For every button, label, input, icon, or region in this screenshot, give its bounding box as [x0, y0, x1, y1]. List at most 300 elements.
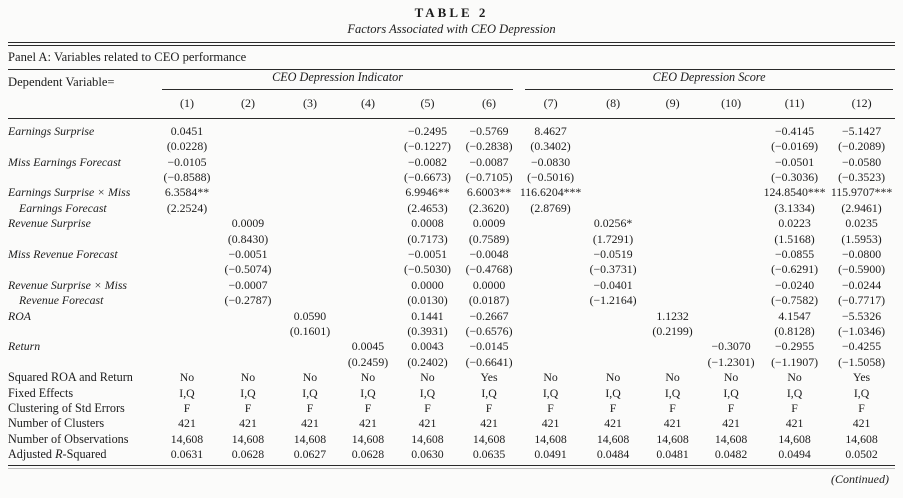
- tstat-cell: [216, 355, 280, 370]
- summary-value: 421: [239, 416, 257, 431]
- tstat-cell: (0.2199): [652, 323, 693, 338]
- tstat-cell: (1.5168): [774, 231, 815, 246]
- coefficient-cell: [519, 339, 582, 354]
- tstat-cell: [340, 201, 396, 216]
- variable-label-line2: Revenue Forecast: [19, 293, 104, 308]
- variable-label: Earnings Surprise × Miss: [8, 185, 131, 200]
- summary-value: F: [547, 401, 554, 415]
- tstat-row: [8, 170, 895, 185]
- coefficient-cell: −0.0519: [593, 246, 633, 261]
- coefficient-cell: −0.0830: [531, 154, 571, 169]
- summary-value: F: [485, 401, 493, 415]
- summary-value: 0.0482: [714, 447, 748, 462]
- summary-value: F: [791, 401, 798, 415]
- summary-value: F: [424, 401, 431, 415]
- summary-value: 0.0494: [778, 447, 811, 462]
- table-title-block: [8, 5, 895, 38]
- tstat-cell: (0.2402): [407, 354, 448, 369]
- column-number: (12): [828, 91, 895, 118]
- tstat-cell: [582, 324, 644, 339]
- coefficient-cell: 0.0235: [845, 216, 878, 231]
- summary-value: 421: [480, 416, 498, 431]
- tstat-cell: (−0.0169): [771, 139, 819, 154]
- summary-row: [8, 401, 895, 416]
- variable-row: [8, 185, 895, 200]
- coefficient-cell: −5.5326: [842, 308, 882, 323]
- variable-row: [8, 278, 895, 293]
- summary-value: I,Q: [853, 385, 870, 400]
- coefficient-cell: [340, 216, 396, 231]
- variable-row: [8, 118, 895, 139]
- tstat-cell: [280, 262, 340, 277]
- variable-label: Earnings Surprise: [8, 123, 95, 138]
- summary-value: Yes: [852, 370, 871, 385]
- coefficient-cell: 0.0000: [472, 277, 506, 292]
- tstat-cell: (2.2524): [166, 200, 208, 215]
- tstat-cell: (0.2459): [347, 354, 389, 369]
- summary-value: 421: [301, 416, 319, 431]
- summary-value: F: [858, 401, 865, 415]
- table-subtitle: Factors Associated with CEO Depression: [347, 22, 556, 37]
- tstat-cell: (−0.6641): [465, 354, 513, 369]
- summary-value: 421: [541, 416, 560, 431]
- tstat-cell: (0.0187): [468, 293, 510, 308]
- summary-value: 14,608: [231, 431, 265, 446]
- coefficient-cell: [701, 309, 761, 324]
- tstat-cell: [280, 170, 340, 185]
- coefficient-cell: −0.0087: [469, 154, 509, 169]
- tstat-cell: (1.7291): [592, 231, 634, 246]
- summary-value: 14,608: [656, 431, 689, 446]
- dependent-variable-label: Dependent Variable=: [8, 74, 115, 89]
- column-number: (4): [340, 91, 396, 118]
- tstat-cell: (−0.5900): [838, 262, 886, 277]
- tstat-cell: (−0.8588): [163, 169, 211, 184]
- variable-row: [8, 247, 895, 262]
- coefficient-cell: 0.0451: [170, 123, 204, 138]
- tstat-cell: [644, 293, 701, 308]
- tstat-cell: (−0.6291): [771, 262, 819, 277]
- summary-value: 421: [178, 416, 196, 431]
- tstat-cell: [158, 293, 216, 308]
- summary-value: F: [669, 401, 676, 415]
- summary-value: 14,608: [170, 431, 204, 446]
- summary-value: 0.0502: [845, 447, 878, 462]
- tstat-cell: [582, 355, 644, 370]
- summary-row: [8, 386, 895, 401]
- variable-label: ROA: [8, 308, 31, 323]
- tstat-cell: (0.8128): [774, 323, 815, 338]
- coefficient-cell: −0.5769: [469, 123, 509, 138]
- summary-value: I,Q: [302, 385, 318, 400]
- summary-value: 421: [663, 416, 682, 431]
- tstat-cell: (2.3620): [468, 200, 510, 215]
- column-number: (7): [519, 91, 582, 118]
- coefficient-cell: −0.0800: [842, 246, 882, 261]
- summary-value: No: [723, 370, 739, 385]
- tstat-cell: (−1.5058): [838, 354, 886, 369]
- summary-value: No: [179, 370, 195, 385]
- coefficient-cell: −0.0401: [593, 277, 633, 292]
- summary-value: I,Q: [542, 385, 559, 400]
- summary-value: No: [360, 370, 376, 385]
- coefficient-cell: [280, 247, 340, 262]
- summary-label: Squared ROA and Return: [8, 370, 133, 385]
- tstat-cell: (0.0228): [166, 139, 208, 154]
- summary-label: Fixed Effects: [8, 385, 74, 400]
- tstat-cell: [280, 201, 340, 216]
- coefficient-cell: [644, 118, 701, 139]
- summary-value: I,Q: [179, 385, 195, 400]
- coefficient-cell: 115.9707***: [830, 185, 893, 200]
- coefficient-cell: [340, 278, 396, 293]
- coefficient-cell: 124.8540***: [763, 185, 826, 200]
- coefficient-cell: [582, 118, 644, 139]
- coefficient-cell: [158, 247, 216, 262]
- coefficient-cell: [280, 216, 340, 231]
- coefficient-cell: [644, 278, 701, 293]
- coefficient-cell: [582, 155, 644, 170]
- tstat-cell: [701, 293, 761, 308]
- tstat-cell: (−0.3731): [589, 262, 637, 277]
- tstat-cell: [216, 324, 280, 339]
- summary-value: I,Q: [723, 385, 739, 400]
- tstat-row: [8, 201, 895, 216]
- tstat-cell: (3.1334): [774, 200, 815, 215]
- coefficient-cell: [280, 155, 340, 170]
- tstat-cell: [340, 262, 396, 277]
- tstat-cell: (−1.2164): [589, 293, 637, 308]
- tstat-cell: [644, 262, 701, 277]
- tstat-cell: (−0.5030): [404, 262, 451, 277]
- summary-value: No: [543, 370, 558, 385]
- tstat-row: [8, 262, 895, 277]
- column-number: (8): [582, 91, 644, 118]
- coefficient-cell: [280, 278, 340, 293]
- variable-row: [8, 339, 895, 354]
- coefficient-cell: −0.0855: [775, 246, 815, 261]
- summary-value: Yes: [480, 370, 498, 385]
- coefficient-cell: [519, 309, 582, 324]
- summary-value: 0.0630: [411, 447, 444, 462]
- coefficient-cell: [582, 339, 644, 354]
- coefficient-cell: −0.2955: [775, 339, 815, 354]
- variable-row: [8, 216, 895, 231]
- coefficient-cell: [519, 216, 582, 231]
- summary-value: No: [302, 370, 318, 385]
- coefficient-cell: −0.4255: [842, 339, 882, 354]
- summary-value: 0.0631: [170, 447, 204, 462]
- summary-label: Adjusted R-Squared: [8, 447, 107, 462]
- coefficient-cell: −0.3070: [711, 339, 751, 354]
- tstat-cell: [216, 139, 280, 154]
- tstat-cell: [158, 232, 216, 247]
- variable-label: Revenue Surprise: [8, 216, 91, 231]
- regression-table: [8, 70, 895, 463]
- coefficient-cell: [280, 118, 340, 139]
- coefficient-cell: [701, 278, 761, 293]
- coefficient-cell: [701, 247, 761, 262]
- summary-value: 14,608: [778, 431, 811, 446]
- summary-value: No: [665, 370, 680, 385]
- coefficient-cell: [644, 185, 701, 200]
- coefficient-cell: 0.0000: [411, 277, 444, 292]
- tstat-row: [8, 232, 895, 247]
- summary-value: 14,608: [714, 431, 748, 446]
- summary-value: 14,608: [472, 431, 506, 446]
- column-number-row: [8, 91, 895, 118]
- table-number: TABLE 2: [414, 5, 489, 20]
- variable-label-line2: [8, 232, 158, 247]
- summary-value: 421: [722, 416, 740, 431]
- coefficient-cell: −0.0082: [407, 154, 448, 169]
- tstat-cell: [216, 170, 280, 185]
- coefficient-cell: 6.3584**: [164, 185, 210, 200]
- variable-label-line2: [8, 355, 158, 370]
- column-number: (10): [701, 91, 761, 118]
- summary-value: I,Q: [481, 385, 497, 400]
- summary-value: 0.0484: [596, 447, 630, 462]
- tstat-cell: [280, 293, 340, 308]
- tstat-cell: (−0.6576): [465, 323, 513, 338]
- tstat-cell: [701, 201, 761, 216]
- coefficient-cell: [158, 278, 216, 293]
- dependent-variable-row: [8, 70, 895, 91]
- coefficient-cell: 0.0590: [293, 308, 327, 323]
- tstat-cell: (0.0130): [407, 293, 448, 308]
- coefficient-cell: [280, 339, 340, 354]
- coefficient-cell: −0.0501: [775, 154, 815, 169]
- tstat-cell: (−0.1227): [404, 139, 451, 154]
- summary-value: 14,608: [596, 431, 630, 446]
- tstat-cell: (1.5953): [841, 231, 882, 246]
- tstat-cell: [582, 139, 644, 154]
- summary-value: 421: [418, 416, 437, 431]
- summary-value: F: [364, 401, 372, 415]
- tstat-cell: [701, 232, 761, 247]
- tstat-cell: [644, 232, 701, 247]
- coefficient-cell: 0.0045: [351, 339, 385, 354]
- coefficient-cell: [340, 309, 396, 324]
- coefficient-cell: −0.0244: [842, 277, 882, 292]
- tstat-cell: [340, 170, 396, 185]
- variable-label-line2: [8, 170, 158, 185]
- summary-label: Clustering of Std Errors: [8, 401, 125, 415]
- coefficient-cell: 0.0256*: [593, 216, 633, 231]
- tstat-cell: (−1.1907): [771, 354, 819, 369]
- tstat-cell: (−0.6673): [404, 169, 451, 184]
- coefficient-cell: 0.0009: [472, 216, 506, 231]
- coefficient-cell: [216, 118, 280, 139]
- summary-value: 0.0491: [534, 447, 567, 462]
- tstat-cell: [519, 232, 582, 247]
- summary-value: 0.0628: [351, 447, 385, 462]
- column-number: (5): [396, 91, 459, 118]
- coefficient-cell: −0.0007: [228, 277, 268, 292]
- tstat-cell: [701, 324, 761, 339]
- summary-value: No: [605, 370, 621, 385]
- tstat-cell: (0.8430): [227, 231, 269, 246]
- coefficient-cell: 6.6003**: [466, 185, 512, 200]
- variable-label: Miss Earnings Forecast: [8, 154, 121, 169]
- tstat-cell: (2.4653): [407, 200, 448, 215]
- tstat-cell: [701, 262, 761, 277]
- coefficient-cell: −0.4145: [775, 123, 815, 138]
- coefficient-cell: [216, 309, 280, 324]
- coefficient-cell: [701, 155, 761, 170]
- tstat-cell: [340, 293, 396, 308]
- column-number: (2): [216, 91, 280, 118]
- tstat-cell: [158, 262, 216, 277]
- tstat-cell: (0.7589): [468, 231, 510, 246]
- coefficient-cell: 6.9946**: [405, 185, 450, 200]
- coefficient-cell: 0.0043: [411, 339, 444, 354]
- tstat-cell: [280, 232, 340, 247]
- variable-label-line2: Earnings Forecast: [19, 200, 107, 215]
- coefficient-cell: −0.2495: [407, 123, 448, 138]
- coefficient-cell: [701, 185, 761, 200]
- coefficient-cell: −0.0580: [842, 154, 882, 169]
- tstat-cell: [644, 139, 701, 154]
- coefficient-cell: −0.2667: [469, 308, 509, 323]
- summary-value: No: [787, 370, 802, 385]
- tstat-cell: [519, 324, 582, 339]
- tstat-cell: [216, 201, 280, 216]
- tstat-cell: [644, 355, 701, 370]
- coefficient-cell: 0.0223: [778, 216, 811, 231]
- tstat-cell: (2.9461): [841, 200, 882, 215]
- coefficient-cell: 4.1547: [778, 308, 811, 323]
- coefficient-cell: −0.0145: [469, 339, 509, 354]
- tstat-cell: [340, 232, 396, 247]
- summary-value: F: [727, 401, 735, 415]
- coefficient-cell: [280, 185, 340, 200]
- summary-value: 0.0628: [231, 447, 265, 462]
- summary-value: I,Q: [664, 385, 681, 400]
- summary-row: [8, 447, 895, 462]
- tstat-cell: (−1.2301): [707, 354, 755, 369]
- tstat-cell: [280, 355, 340, 370]
- coefficient-cell: [701, 216, 761, 231]
- coefficient-cell: −0.0048: [469, 246, 509, 261]
- coefficient-cell: [701, 118, 761, 139]
- tstat-cell: [280, 139, 340, 154]
- summary-value: F: [244, 401, 252, 415]
- summary-value: 0.0627: [293, 447, 327, 462]
- column-number: (11): [761, 91, 828, 118]
- tstat-cell: (−0.7105): [465, 169, 513, 184]
- coefficient-cell: −0.0051: [228, 246, 268, 261]
- coefficient-cell: −0.0105: [167, 154, 207, 169]
- tstat-row: [8, 324, 895, 339]
- summary-value: F: [183, 401, 191, 415]
- coefficient-cell: [216, 339, 280, 354]
- summary-value: F: [609, 401, 617, 415]
- coefficient-cell: [582, 185, 644, 200]
- continued-label: (Continued): [831, 471, 889, 486]
- coefficient-cell: [158, 309, 216, 324]
- tstat-cell: (0.7173): [407, 231, 448, 246]
- tstat-cell: [582, 201, 644, 216]
- tstat-cell: (−0.2787): [224, 293, 272, 308]
- variable-row: [8, 155, 895, 170]
- tstat-cell: [644, 170, 701, 185]
- tstat-cell: (−0.5074): [224, 262, 272, 277]
- tstat-cell: [519, 355, 582, 370]
- tstat-cell: [644, 201, 701, 216]
- coefficient-cell: −5.1427: [842, 123, 882, 138]
- variable-label: Revenue Surprise × Miss: [8, 277, 128, 292]
- summary-value: I,Q: [240, 385, 256, 400]
- summary-value: 14,608: [293, 431, 327, 446]
- tstat-cell: [519, 293, 582, 308]
- coefficient-cell: [644, 247, 701, 262]
- coefficient-cell: [216, 155, 280, 170]
- tstat-cell: (0.1601): [289, 323, 331, 338]
- summary-value: 421: [785, 416, 804, 431]
- summary-value: 0.0635: [472, 447, 506, 462]
- variable-label: Return: [8, 339, 41, 354]
- summary-label: Number of Observations: [8, 431, 129, 446]
- coefficient-cell: [519, 247, 582, 262]
- coefficient-cell: [582, 309, 644, 324]
- summary-value: 0.0481: [656, 447, 689, 462]
- summary-value: 421: [604, 416, 622, 431]
- tstat-cell: [582, 170, 644, 185]
- variable-label-line2: [8, 139, 158, 154]
- tstat-cell: (−0.3523): [838, 169, 886, 184]
- coefficient-cell: 8.4627: [534, 123, 567, 138]
- summary-value: I,Q: [605, 385, 621, 400]
- tstat-cell: [519, 262, 582, 277]
- summary-value: F: [306, 401, 314, 415]
- tstat-cell: [340, 139, 396, 154]
- coefficient-cell: 0.0008: [411, 216, 444, 231]
- tstat-cell: (−0.5016): [527, 169, 575, 184]
- summary-value: 14,608: [411, 431, 444, 446]
- tstat-cell: [158, 355, 216, 370]
- summary-value: 421: [852, 416, 871, 431]
- summary-value: 421: [359, 416, 377, 431]
- summary-value: 14,608: [534, 431, 567, 446]
- tstat-cell: (−0.7582): [771, 293, 819, 308]
- summary-value: 14,608: [351, 431, 385, 446]
- column-number: (3): [280, 91, 340, 118]
- tstat-cell: (−0.4768): [465, 262, 513, 277]
- summary-row: [8, 370, 895, 385]
- tstat-row: [8, 293, 895, 308]
- coefficient-cell: [340, 185, 396, 200]
- panel-a-label: Panel A: Variables related to CEO performance: [8, 49, 247, 64]
- table-body: [8, 118, 895, 462]
- tstat-cell: (−0.2838): [465, 139, 513, 154]
- coefficient-cell: [340, 118, 396, 139]
- coefficient-cell: 0.0009: [231, 216, 265, 231]
- tstat-cell: [701, 139, 761, 154]
- tstat-cell: (0.3931): [407, 323, 448, 338]
- column-number: (6): [459, 91, 519, 118]
- coefficient-cell: [644, 216, 701, 231]
- coefficient-cell: [158, 216, 216, 231]
- tstat-cell: (−1.0346): [838, 323, 886, 338]
- tstat-cell: (−0.3036): [771, 169, 819, 184]
- coefficient-cell: −0.0240: [775, 277, 815, 292]
- coefficient-cell: 116.6204***: [519, 185, 582, 200]
- tstat-cell: (0.3402): [530, 139, 571, 154]
- coefficient-cell: [644, 339, 701, 354]
- summary-value: No: [240, 370, 256, 385]
- summary-row: [8, 416, 895, 431]
